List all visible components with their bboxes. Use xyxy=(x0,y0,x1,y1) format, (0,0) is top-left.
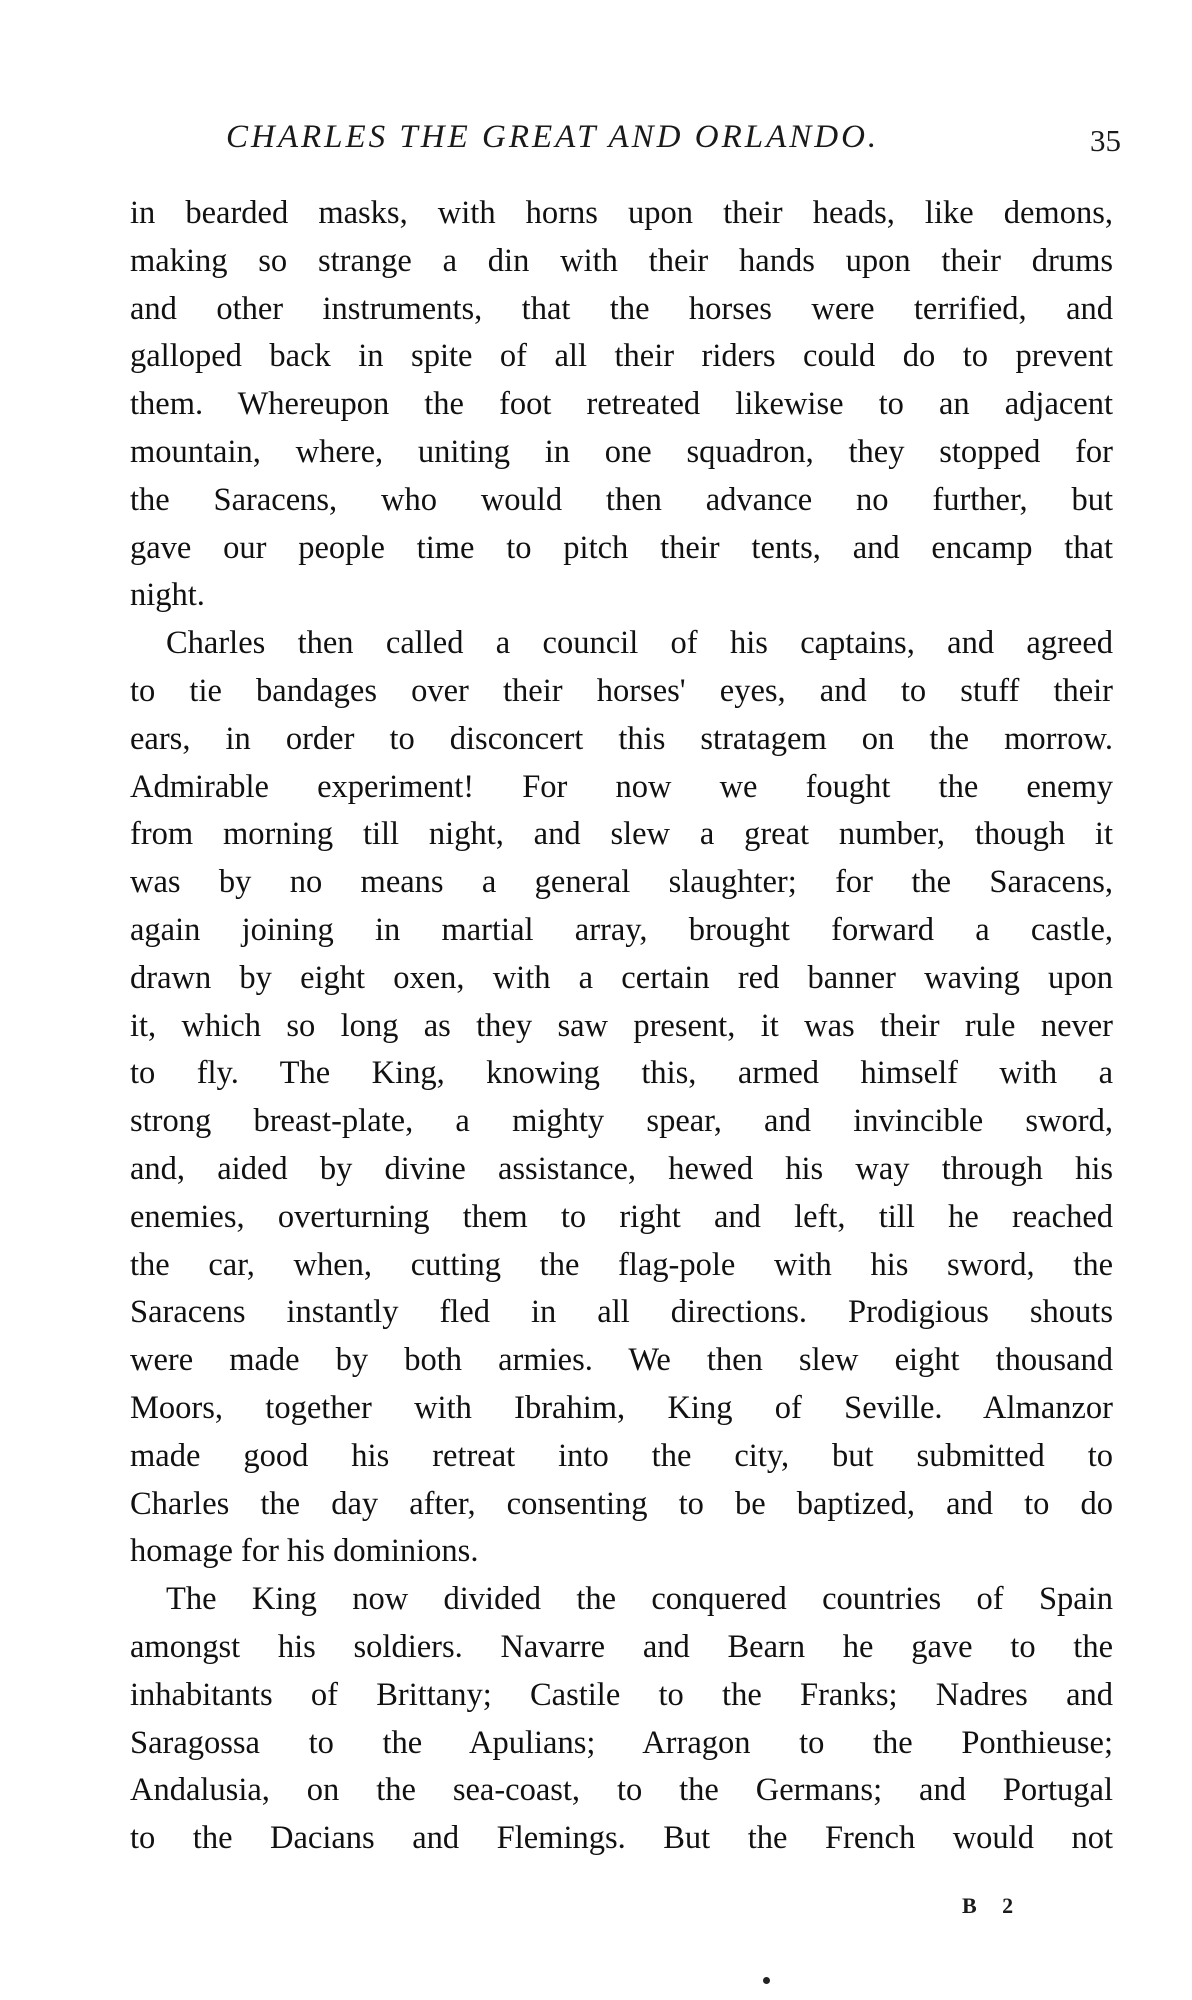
text-line: strong breast-plate, a mighty spear, and invincible sword, xyxy=(130,1103,1113,1140)
text-line: to the Dacians and Flemings. But the French would not xyxy=(130,1820,1113,1857)
text-line: inhabitants of Brittany; Castile to the Franks; Nadres and xyxy=(130,1676,1113,1713)
text-line: the Saracens, who would then advance no further, but xyxy=(130,481,1113,518)
text-line: Moors, together with Ibrahim, King of Seville. Almanzor xyxy=(130,1389,1113,1426)
text-line: made good his retreat into the city, but submitted to xyxy=(130,1437,1113,1474)
text-line: and other instruments, that the horses were terrified, and xyxy=(130,290,1113,327)
text-line: Charles then called a council of his captains, and agreed xyxy=(166,625,1113,662)
text-line: Admirable experiment! For now we fought the enemy xyxy=(130,768,1113,805)
paragraph xyxy=(130,190,1113,620)
text-line: making so strange a din with their hands upon their drums xyxy=(130,242,1113,279)
paragraph xyxy=(130,620,1113,1576)
text-line: again joining in martial array, brought forward a castle, xyxy=(130,911,1113,948)
text-line: to tie bandages over their horses' eyes, and to stuff their xyxy=(130,672,1113,709)
page-number: 35 xyxy=(1090,123,1121,158)
text-line: ears, in order to disconcert this stratagem on the morrow. xyxy=(130,720,1113,757)
text-line: night. xyxy=(130,577,205,614)
signature-mark: B 2 xyxy=(962,1893,1024,1918)
text-line: it, which so long as they saw present, it was their rule never xyxy=(130,1007,1113,1044)
text-line: Andalusia, on the sea-coast, to the Germans; and Portugal xyxy=(130,1772,1113,1809)
text-line: were made by both armies. We then slew eight thousand xyxy=(130,1342,1113,1379)
text-line: amongst his soldiers. Navarre and Bearn he gave to the xyxy=(130,1628,1113,1665)
text-line: the car, when, cutting the flag-pole with his sword, the xyxy=(130,1246,1113,1283)
text-line: gave our people time to pitch their tents, and encamp that xyxy=(130,529,1113,566)
text-line: them. Whereupon the foot retreated likewise to an adjacent xyxy=(130,386,1113,423)
text-line: drawn by eight oxen, with a certain red banner waving upon xyxy=(130,959,1113,996)
text-line: The King now divided the conquered countries of Spain xyxy=(166,1581,1113,1618)
text-line: from morning till night, and slew a great number, though it xyxy=(130,816,1113,853)
text-line: enemies, overturning them to right and left, till he reached xyxy=(130,1198,1113,1235)
body-text xyxy=(130,190,1113,1863)
text-line: Charles the day after, consenting to be baptized, and to do xyxy=(130,1485,1113,1522)
text-line: Saragossa to the Apulians; Arragon to the Ponthieuse; xyxy=(130,1724,1113,1761)
running-title: CHARLES THE GREAT AND ORLANDO. xyxy=(226,119,880,155)
print-speck xyxy=(763,1977,770,1984)
text-line: galloped back in spite of all their riders could do to prevent xyxy=(130,338,1113,375)
text-line: was by no means a general slaughter; for the Saracens, xyxy=(130,864,1113,901)
text-line: to fly. The King, knowing this, armed himself with a xyxy=(130,1055,1113,1092)
running-head xyxy=(0,112,1192,162)
text-line: in bearded masks, with horns upon their heads, like demons, xyxy=(130,195,1113,231)
text-line: Saracens instantly fled in all directions. Prodigious shouts xyxy=(130,1294,1113,1331)
text-line: and, aided by divine assistance, hewed his way through his xyxy=(130,1150,1113,1187)
text-line: homage for his dominions. xyxy=(130,1533,479,1570)
text-line: mountain, where, uniting in one squadron, they stopped for xyxy=(130,433,1113,470)
paragraph xyxy=(130,1576,1113,1863)
